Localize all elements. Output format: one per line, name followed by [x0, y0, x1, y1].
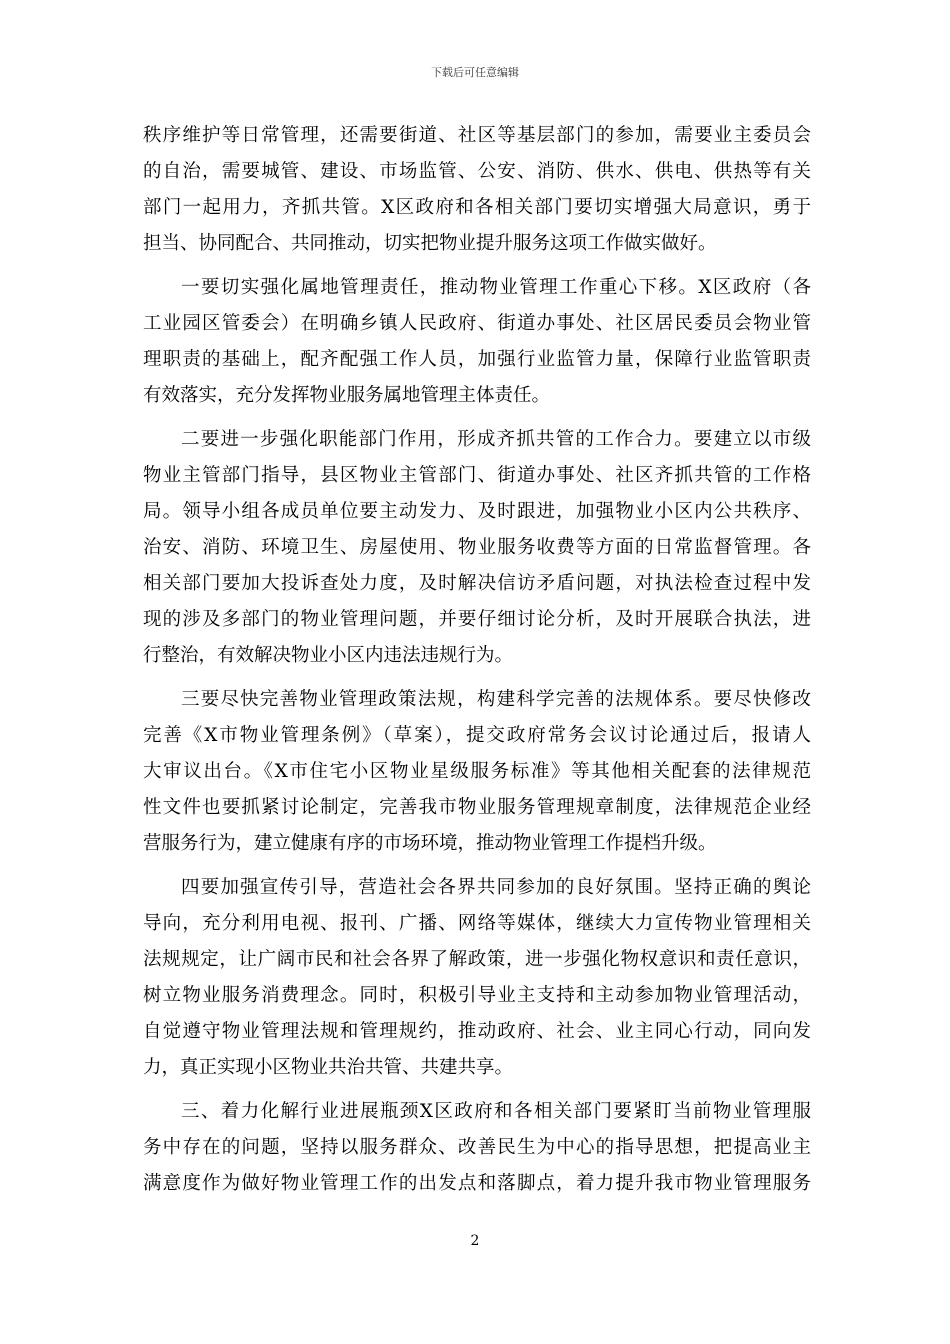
text-line: 一要切实强化属地管理责任，推动物业管理工作重心下移。X区政府（各: [181, 277, 811, 298]
paragraph-4: [143, 682, 811, 862]
text-line: 物业主管部门指导，县区物业主管部门、街道办事处、社区齐抓共管的工作格: [143, 465, 811, 486]
text-line: 理职责的基础上，配齐配强工作人员，加强行业监管力量，保障行业监管职责: [143, 349, 811, 370]
text-line: 力，真正实现小区物业共治共管、共建共享。: [143, 1057, 514, 1078]
page-header: 下载后可任意编辑: [431, 66, 519, 79]
text-line: 树立物业服务消费理念。同时，积极引导业主支持和主动参加物业管理活动，: [143, 985, 811, 1006]
text-line: 担当、协同配合、共同推动，切实把物业提升服务这项工作做实做好。: [143, 233, 717, 254]
text-line: 三要尽快完善物业管理政策法规，构建科学完善的法规体系。要尽快修改: [181, 689, 811, 710]
text-line: 工业园区管委会）在明确乡镇人民政府、街道办事处、社区居民委员会物业管: [143, 313, 811, 334]
text-line: 四要加强宣传引导，营造社会各界共同参加的良好氛围。坚持正确的舆论: [181, 877, 811, 898]
text-line: 行整治，有效解决物业小区内违法违规行为。: [143, 645, 514, 666]
text-line: 法规规定，让广阔市民和社会各界了解政策，进一步强化物权意识和责任意识，: [143, 949, 811, 970]
text-line: 导向，充分利用电视、报刊、广播、网络等媒体，继续大力宣传物业管理相关: [143, 913, 811, 934]
text-line: 完善《X市物业管理条例》（草案），提交政府常务会议讨论通过后，报请人: [143, 725, 811, 746]
text-line: 性文件也要抓紧讨论制定，完善我市物业服务管理规章制度，法律规范企业经: [143, 797, 811, 818]
text-line: 现的涉及多部门的物业管理问题，并要仔细讨论分析，及时开展联合执法，进: [143, 609, 811, 630]
text-line: 局。领导小组各成员单位要主动发力、及时跟进，加强物业小区内公共秩序、: [143, 501, 811, 522]
text-line: 务中存在的问题，坚持以服务群众、改善民生为中心的指导思想，把提高业主: [143, 1137, 811, 1158]
text-line: 二要进一步强化职能部门作用，形成齐抓共管的工作合力。要建立以市级: [181, 429, 811, 450]
paragraph-1: [143, 118, 811, 262]
paragraph-3: [143, 422, 811, 674]
paragraph-5: [143, 870, 811, 1086]
text-line: 大审议出台。《X市住宅小区物业星级服务标准》等其他相关配套的法律规范: [143, 761, 811, 782]
text-line: 部门一起用力，齐抓共管。X区政府和各相关部门要切实增强大局意识，勇于: [143, 197, 811, 218]
page-number: 2: [470, 1233, 480, 1249]
text-line: 三、着力化解行业进展瓶颈X区政府和各相关部门要紧盯当前物业管理服: [181, 1101, 811, 1122]
text-line: 满意度作为做好物业管理工作的出发点和落脚点，着力提升我市物业管理服务: [143, 1173, 811, 1194]
document-body: [143, 118, 811, 1202]
text-line: 自觉遵守物业管理法规和管理规约，推动政府、社会、业主同心行动，同向发: [143, 1021, 811, 1042]
text-line: 的自治，需要城管、建设、市场监管、公安、消防、供水、供电、供热等有关: [143, 161, 811, 182]
text-line: 治安、消防、环境卫生、房屋使用、物业服务收费等方面的日常监督管理。各: [143, 537, 811, 558]
paragraph-2: [143, 270, 811, 414]
text-line: 有效落实，充分发挥物业服务属地管理主体责任。: [143, 385, 551, 406]
text-line: 营服务行为，建立健康有序的市场环境，推动物业管理工作提档升级。: [143, 833, 717, 854]
text-line: 相关部门要加大投诉查处力度，及时解决信访矛盾问题，对执法检查过程中发: [143, 573, 811, 594]
text-line: 秩序维护等日常管理，还需要街道、社区等基层部门的参加，需要业主委员会: [143, 125, 811, 146]
paragraph-6: [143, 1094, 811, 1202]
